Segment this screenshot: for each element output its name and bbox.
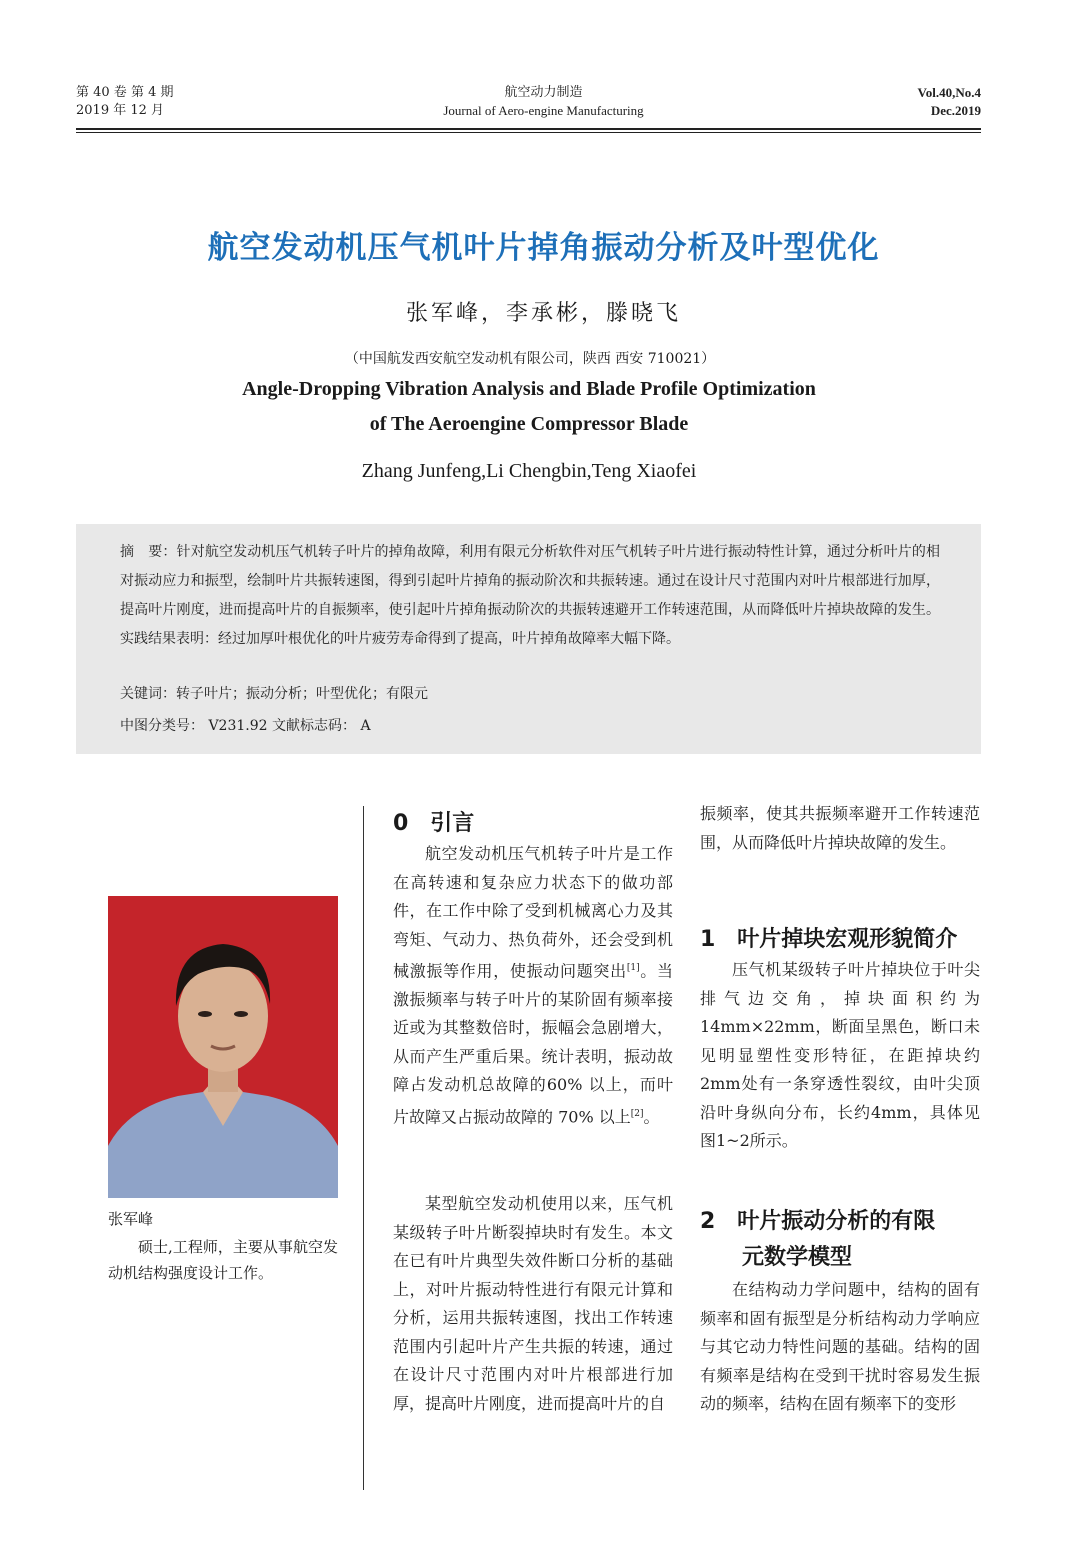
classification: 中图分类号： V231.92 文献标志码： A: [120, 718, 371, 734]
section-2-paragraph-1: 在结构动力学问题中，结构的固有频率和固有振型是分析结构动力学响应与其它动力特性问题的基础。结构的固有频率是结构在受到干扰时容易发生振动的频率，结构在固有频率下的变形: [700, 1280, 980, 1413]
section-2-heading-line2: 元数学模型: [742, 1245, 853, 1270]
section-1-paragraph-1: 压气机某级转子叶片掉块位于叶尖排气边交角，掉块面积约为14mm×22mm，断面呈黑色，断口未见明显塑性变形特征，在距掉块约2mm处有一条穿透性裂纹，由叶尖顶沿叶身纵向分布，长约4mm，具体见图1~2所示。: [700, 960, 980, 1150]
s0-p1-text-cont: 。当激振频率与转子叶片的某阶固有频率接近或为其整数倍时，振幅会急剧增大，从而产生严重后果。统计表明，振动故障占发动机总故障的60% 以上，而叶片故障又占振动故障的 70% 以上: [393, 961, 673, 1127]
paper-title-cn: 航空发动机压气机叶片掉角振动分析及叶型优化: [207, 230, 880, 266]
section-0-paragraph-1: [393, 840, 673, 1132]
paper-title-en-line2: of The Aeroengine Compressor Blade: [369, 413, 689, 435]
citation-1: [1]: [626, 963, 640, 973]
abstract-text: 摘 要：针对航空发动机压气机转子叶片的掉角故障，利用有限元分析软件对压气机转子叶片进行振动特性计算，通过分析叶片的相对振动应力和振型，绘制叶片共振转速图，得到引起叶片掉角的振动阶次和共振转速。通过在设计尺寸范围内对叶片根部进行加厚，提高叶片刚度，进而提高叶片的自振频率，使引起叶片掉角振动阶次的共振转速避开工作转速范围，从而降低叶片掉块故障的发生。实践结果表明：经过加厚叶根优化的叶片疲劳寿命得到了提高，叶片掉角故障率大幅下降。: [120, 544, 940, 647]
journal-name-cn: 航空动力制造: [504, 85, 583, 100]
issue-date-en: Dec.2019: [930, 103, 981, 118]
bio-author-name: 张军峰: [108, 1210, 154, 1228]
column-rule: [363, 806, 364, 1490]
authors-cn: 张军峰，李承彬，滕晓飞: [405, 301, 681, 326]
section-1-heading: 1 叶片掉块宏观形貌简介: [700, 927, 958, 952]
keywords: 关键词：转子叶片；振动分析；叶型优化；有限元: [120, 686, 428, 702]
journal-name-en: Journal of Aero-engine Manufacturing: [443, 103, 644, 118]
section-0-paragraph-2: 某型航空发动机使用以来，压气机某级转子叶片断裂掉块时有发生。本文在已有叶片典型失效件断口分析的基础上，对叶片振动特性进行有限元计算和分析，运用共振转速图，找出工作转速范围内引起叶片产生共振的转速，通过在设计尺寸范围内对叶片根部进行加厚，提高叶片刚度，进而提高叶片的自: [393, 1194, 673, 1413]
section-0-continuation: 振频率，使其共振频率避开工作转速范围，从而降低叶片掉块故障的发生。: [700, 804, 980, 852]
authors-en: Zhang Junfeng,Li Chengbin,Teng Xiaofei: [361, 460, 697, 482]
abstract-box: [76, 524, 981, 754]
affiliation-cn: （中国航发西安航空发动机有限公司，陕西 西安 710021）: [344, 351, 716, 367]
author-portrait-icon: [108, 896, 338, 1198]
s0-p1-text: 航空发动机压气机转子叶片是工作在高转速和复杂应力状态下的做功部件，在工作中除了受到机械离心力及其弯矩、气动力、热负荷外，还会受到机械激振等作用，使振动问题突出: [393, 844, 673, 981]
header-rule: [76, 128, 981, 130]
section-2-heading-line1: 2 叶片振动分析的有限: [700, 1209, 936, 1234]
paper-title-en-line1: Angle-Dropping Vibration Analysis and Blade Profile Optimization: [242, 378, 816, 400]
section-0-heading: 0 引言: [393, 811, 475, 836]
volume-issue: 第 40 卷 第 4 期: [76, 85, 174, 100]
header-rule-thin: [76, 132, 981, 133]
journal-volume-en: [918, 84, 981, 120]
issue-date-cn: 2019 年 12 月: [76, 103, 165, 118]
s0-p1-tail: 。: [643, 1107, 660, 1127]
citation-2: [2]: [630, 1108, 644, 1119]
volume-en: Vol.40,No.4: [917, 85, 981, 100]
author-photo: [108, 896, 338, 1198]
bio-text: 硕士,工程师，主要从事航空发动机结构强度设计工作。: [108, 1238, 338, 1282]
